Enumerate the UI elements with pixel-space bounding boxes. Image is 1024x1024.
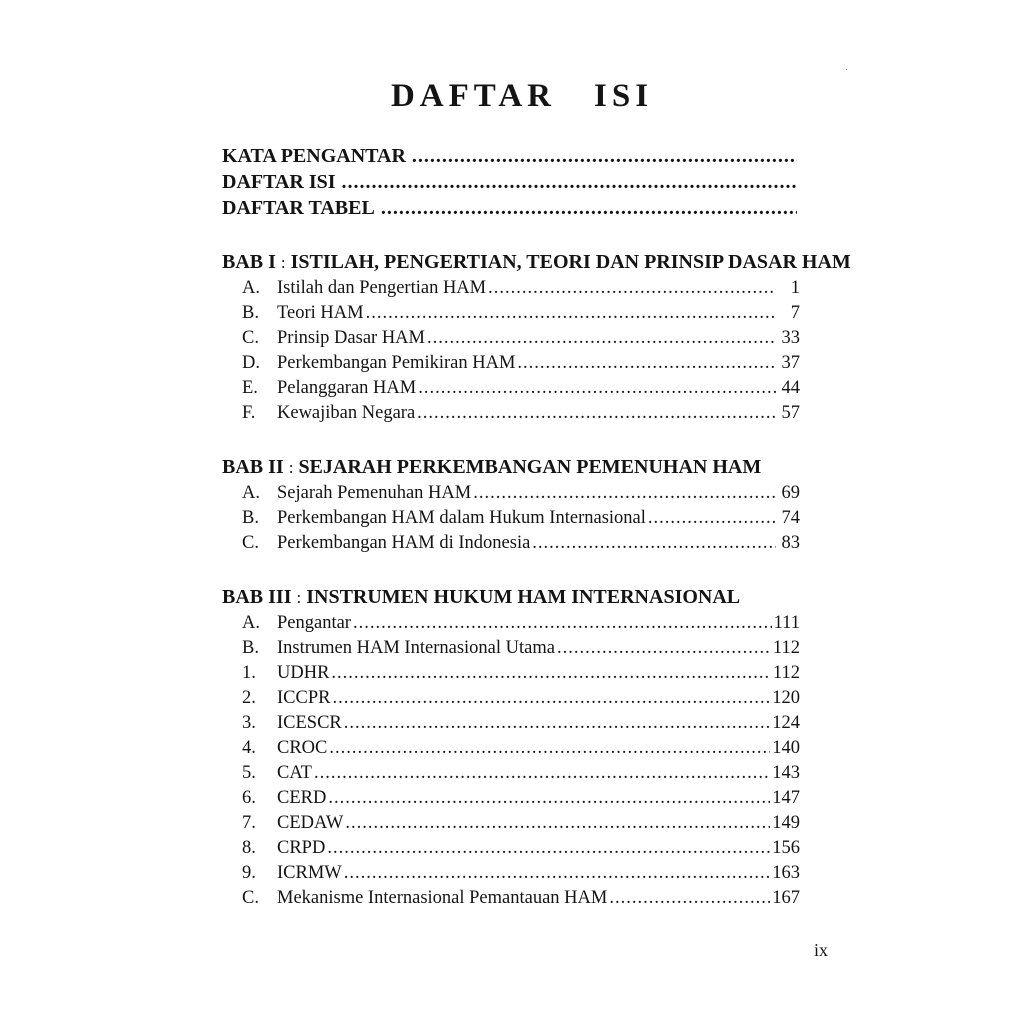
chapter-section	[222, 249, 851, 426]
entry-text: CROC	[277, 738, 328, 758]
entry-text: Pengantar	[277, 613, 351, 633]
entry-page: 74	[781, 508, 800, 528]
entry-text: ICESCR	[277, 713, 342, 733]
entry-marker: 2.	[242, 688, 256, 708]
entry-text: CAT	[277, 763, 312, 783]
chapter-section	[222, 454, 827, 556]
entry-text: Kewajiban Negara	[277, 403, 416, 423]
entry-page: 167	[772, 888, 800, 908]
page-number: ix	[814, 940, 829, 960]
chapter-items	[222, 481, 800, 556]
entry-page: 111	[773, 613, 800, 633]
entry-page: 149	[772, 813, 800, 833]
entry-text: UDHR	[277, 663, 330, 683]
entry-page: 143	[772, 763, 800, 783]
dot-leader	[532, 531, 776, 556]
toc-entry	[242, 861, 800, 886]
entry-page: 120	[772, 688, 800, 708]
chapter-separator: :	[288, 458, 294, 477]
toc-entry	[242, 711, 800, 736]
paper-speck	[846, 69, 847, 70]
table-of-contents	[222, 143, 851, 911]
toc-entry	[242, 326, 800, 351]
toc-entry	[242, 761, 800, 786]
toc-entry	[242, 611, 800, 636]
dot-leader	[353, 611, 772, 636]
toc-entry	[242, 301, 800, 326]
toc-entry	[242, 886, 800, 911]
entry-marker: 3.	[242, 713, 256, 733]
entry-marker: 8.	[242, 838, 256, 858]
chapter-title: SEJARAH PERKEMBANGAN PEMENUHAN HAM	[298, 456, 762, 478]
dot-leader	[488, 276, 776, 301]
entry-marker: 5.	[242, 763, 256, 783]
entry-marker: 4.	[242, 738, 256, 758]
entry-page: 156	[772, 838, 800, 858]
dot-leader	[345, 811, 770, 836]
entry-label: DAFTAR ISI	[222, 171, 336, 193]
entry-marker: C.	[242, 328, 259, 348]
toc-entry	[242, 506, 800, 531]
dot-leader	[648, 506, 776, 531]
dot-leader	[332, 686, 770, 711]
chapter-list	[222, 249, 851, 911]
entry-page: 7	[790, 303, 800, 323]
entry-page: 83	[781, 533, 800, 553]
entry-text: Teori HAM	[277, 303, 364, 323]
dot-leader	[412, 143, 797, 169]
dot-leader	[417, 401, 776, 426]
dot-leader	[331, 661, 771, 686]
entry-page: 124	[772, 713, 800, 733]
chapter-items	[222, 276, 800, 426]
entry-text: CEDAW	[277, 813, 344, 833]
entry-page: 44	[781, 378, 800, 398]
entry-marker: 6.	[242, 788, 256, 808]
chapter-heading	[222, 454, 827, 481]
dot-leader	[557, 636, 771, 661]
entry-text: ICRMW	[277, 863, 342, 883]
dot-leader	[329, 736, 770, 761]
entry-marker: A.	[242, 613, 260, 633]
toc-entry	[242, 661, 800, 686]
dot-leader	[314, 761, 770, 786]
entry-page: 37	[781, 353, 800, 373]
chapter-items	[222, 611, 800, 911]
entry-marker: A.	[242, 278, 260, 298]
entry-marker: B.	[242, 508, 259, 528]
entry-page: 57	[781, 403, 800, 423]
toc-entry	[242, 481, 800, 506]
chapter-title: ISTILAH, PENGERTIAN, TEORI DAN PRINSIP DASAR HAM	[290, 251, 851, 273]
chapter-heading	[222, 584, 827, 611]
dot-leader	[344, 711, 770, 736]
entry-text: CERD	[277, 788, 327, 808]
entry-marker: 7.	[242, 813, 256, 833]
chapter-label: BAB II	[222, 456, 284, 478]
toc-entry	[242, 736, 800, 761]
toc-entry	[242, 836, 800, 861]
entry-text: Prinsip Dasar HAM	[277, 328, 425, 348]
entry-page: 112	[772, 638, 800, 658]
front-matter-entry	[222, 195, 800, 221]
entry-label: DAFTAR TABEL	[222, 197, 375, 219]
chapter-label: BAB I	[222, 251, 276, 273]
entry-page: 33	[781, 328, 800, 348]
dot-leader	[344, 861, 771, 886]
dot-leader	[328, 786, 770, 811]
entry-marker: C.	[242, 533, 259, 553]
front-matter-list	[222, 143, 827, 221]
chapter-heading	[222, 249, 851, 276]
entry-text: ICCPR	[277, 688, 331, 708]
entry-text: Istilah dan Pengertian HAM	[277, 278, 487, 298]
entry-marker: D.	[242, 353, 260, 373]
entry-marker: B.	[242, 303, 259, 323]
entry-marker: C.	[242, 888, 259, 908]
entry-text: Instrumen HAM Internasional Utama	[277, 638, 555, 658]
dot-leader	[473, 481, 776, 506]
toc-entry	[242, 351, 800, 376]
entry-page: 147	[772, 788, 800, 808]
toc-entry	[242, 786, 800, 811]
entry-label: KATA PENGANTAR	[222, 145, 406, 167]
chapter-separator: :	[280, 253, 286, 272]
toc-entry	[242, 531, 800, 556]
entry-marker: A.	[242, 483, 260, 503]
entry-page: 140	[772, 738, 800, 758]
entry-text: CRPD	[277, 838, 326, 858]
chapter-section	[222, 584, 827, 911]
dot-leader	[609, 886, 770, 911]
entry-marker: E.	[242, 378, 258, 398]
toc-entry	[242, 811, 800, 836]
entry-marker: 9.	[242, 863, 256, 883]
toc-entry	[242, 376, 800, 401]
chapter-title: INSTRUMEN HUKUM HAM INTERNASIONAL	[306, 586, 741, 608]
dot-leader	[366, 301, 776, 326]
dot-leader	[342, 169, 797, 195]
title-word-1: DAFTAR	[390, 78, 556, 114]
entry-page: 112	[772, 663, 800, 683]
entry-page: 163	[772, 863, 800, 883]
entry-text: Perkembangan HAM di Indonesia	[277, 533, 531, 553]
dot-leader	[381, 195, 797, 221]
toc-entry	[242, 276, 800, 301]
chapter-separator: :	[296, 588, 302, 607]
entry-marker: F.	[242, 403, 256, 423]
toc-entry	[242, 686, 800, 711]
entry-text: Perkembangan HAM dalam Hukum Internasional	[277, 508, 646, 528]
entry-marker: B.	[242, 638, 259, 658]
dot-leader	[517, 351, 776, 376]
entry-page: 69	[781, 483, 800, 503]
front-matter-entry	[222, 143, 800, 169]
dot-leader	[418, 376, 776, 401]
dot-leader	[427, 326, 776, 351]
chapter-label: BAB III	[222, 586, 292, 608]
dot-leader	[327, 836, 770, 861]
toc-entry	[242, 401, 800, 426]
entry-page: 1	[790, 278, 800, 298]
page-title	[0, 78, 1024, 115]
front-matter-entry	[222, 169, 800, 195]
title-word-2: ISI	[594, 78, 654, 114]
entry-marker: 1.	[242, 663, 256, 683]
toc-entry	[242, 636, 800, 661]
entry-text: Pelanggaran HAM	[277, 378, 417, 398]
entry-text: Sejarah Pemenuhan HAM	[277, 483, 472, 503]
entry-text: Perkembangan Pemikiran HAM	[277, 353, 516, 373]
entry-text: Mekanisme Internasional Pemantauan HAM	[277, 888, 608, 908]
